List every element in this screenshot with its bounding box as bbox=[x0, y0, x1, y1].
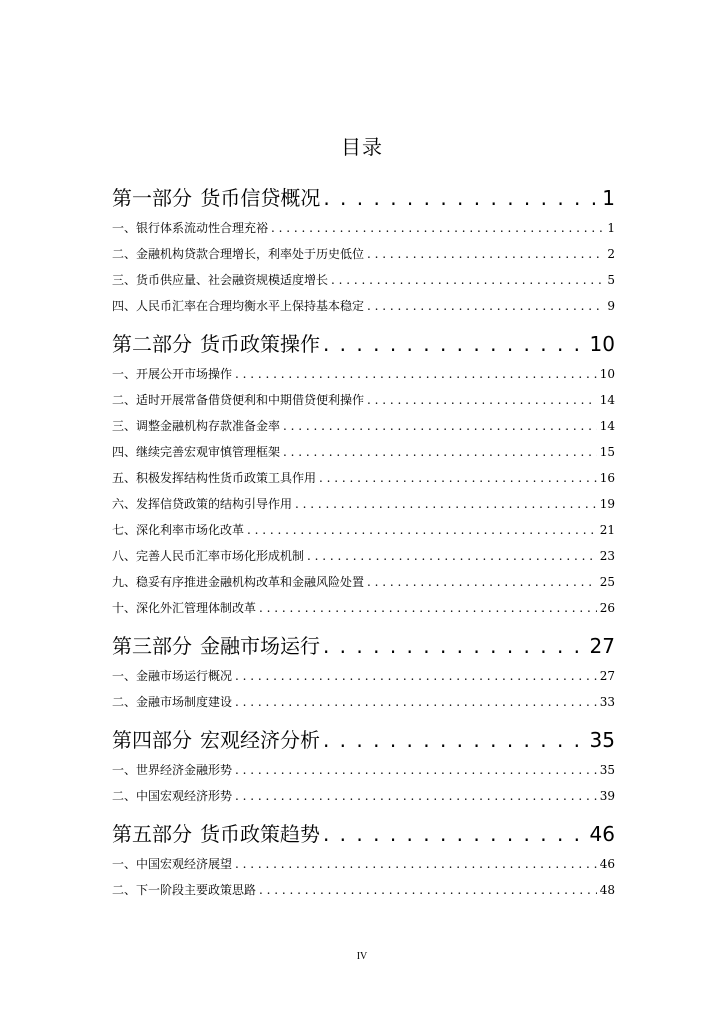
toc-leader-dots bbox=[235, 789, 597, 803]
toc-entry[interactable] bbox=[112, 761, 615, 778]
toc-part-heading[interactable] bbox=[112, 630, 615, 659]
toc-leader-dots bbox=[295, 497, 597, 511]
toc-leader-dots bbox=[235, 695, 597, 709]
toc-leader-dots bbox=[259, 883, 597, 897]
toc-part-label: 第一部分 bbox=[112, 186, 192, 210]
toc-page-number: 14 bbox=[599, 393, 615, 407]
toc-entry-label: 九、稳妥有序推进金融机构改革和金融风险处置 bbox=[112, 575, 365, 589]
toc-entry[interactable] bbox=[112, 365, 615, 382]
toc-page-number: 10 bbox=[599, 367, 615, 381]
toc-entry[interactable] bbox=[112, 787, 615, 804]
toc-leader-dots bbox=[323, 634, 587, 658]
toc-entry-label: 三、货币供应量、社会融资规模适度增长 bbox=[112, 273, 329, 287]
toc-entry[interactable] bbox=[112, 667, 615, 684]
toc-leader-dots bbox=[283, 419, 597, 433]
toc-entry[interactable] bbox=[112, 693, 615, 710]
toc-leader-dots bbox=[323, 332, 587, 356]
toc-entry-label: 八、完善人民币汇率市场化形成机制 bbox=[112, 549, 305, 563]
toc-entry-label: 七、深化利率市场化改革 bbox=[112, 523, 245, 537]
toc-page-number: 35 bbox=[599, 763, 615, 777]
toc-part-title: 货币政策趋势 bbox=[199, 822, 320, 846]
toc-entry-label: 四、人民币汇率在合理均衡水平上保持基本稳定 bbox=[112, 299, 365, 313]
toc-entry-label: 二、中国宏观经济形势 bbox=[112, 789, 233, 803]
toc-page-number: 21 bbox=[599, 523, 615, 537]
toc-entry[interactable] bbox=[112, 219, 615, 236]
toc-entry-label: 一、金融市场运行概况 bbox=[112, 669, 233, 683]
toc-page-number: 9 bbox=[607, 299, 615, 313]
toc-page-number: 10 bbox=[589, 332, 615, 356]
toc-page-number: 1 bbox=[602, 186, 615, 210]
toc-entry[interactable] bbox=[112, 547, 615, 564]
toc-leader-dots bbox=[259, 601, 597, 615]
toc-entry[interactable] bbox=[112, 495, 615, 512]
toc-page-number: 27 bbox=[589, 634, 615, 658]
toc-page-number: 26 bbox=[599, 601, 615, 615]
toc-part-title: 金融市场运行 bbox=[199, 634, 320, 658]
toc-leader-dots bbox=[367, 575, 597, 589]
toc-part-title: 宏观经济分析 bbox=[199, 728, 320, 752]
toc-entry-label: 一、开展公开市场操作 bbox=[112, 367, 233, 381]
toc-entry[interactable] bbox=[112, 881, 615, 898]
toc-leader-dots bbox=[367, 299, 604, 313]
toc-page-number: 27 bbox=[599, 669, 615, 683]
toc-leader-dots bbox=[323, 728, 587, 752]
toc-entry[interactable] bbox=[112, 443, 615, 460]
toc-page-number: 46 bbox=[599, 857, 615, 871]
toc-page-number: 16 bbox=[599, 471, 615, 485]
toc-part-heading[interactable] bbox=[112, 818, 615, 847]
toc-entry-label: 十、深化外汇管理体制改革 bbox=[112, 601, 257, 615]
toc-page-number: 25 bbox=[599, 575, 615, 589]
toc-page-number: 23 bbox=[599, 549, 615, 563]
toc-page-number: 19 bbox=[599, 497, 615, 511]
toc-leader-dots bbox=[247, 523, 597, 537]
toc-entry-label: 六、发挥信贷政策的结构引导作用 bbox=[112, 497, 293, 511]
toc-entry[interactable] bbox=[112, 417, 615, 434]
page-number: IV bbox=[356, 951, 368, 962]
toc-page-number: 46 bbox=[589, 822, 615, 846]
toc-entry-label: 二、下一阶段主要政策思路 bbox=[112, 883, 257, 897]
toc-entry-label: 二、金融市场制度建设 bbox=[112, 695, 233, 709]
toc-leader-dots bbox=[367, 393, 597, 407]
toc-entry-label: 三、调整金融机构存款准备金率 bbox=[112, 419, 281, 433]
toc-part-label: 第三部分 bbox=[112, 634, 192, 658]
toc-page-number: 2 bbox=[607, 247, 615, 261]
toc-leader-dots bbox=[367, 247, 604, 261]
toc-part-heading[interactable] bbox=[112, 724, 615, 753]
toc-entry-label: 二、适时开展常备借贷便利和中期借贷便利操作 bbox=[112, 393, 365, 407]
toc-part-label: 第四部分 bbox=[112, 728, 192, 752]
toc-page-number: 5 bbox=[607, 273, 615, 287]
toc-leader-dots bbox=[271, 221, 604, 235]
toc-leader-dots bbox=[319, 471, 597, 485]
toc-entry[interactable] bbox=[112, 521, 615, 538]
toc-title: 目录 bbox=[341, 135, 383, 159]
toc-leader-dots bbox=[331, 273, 604, 287]
toc-entry[interactable] bbox=[112, 573, 615, 590]
toc-page-number: 15 bbox=[599, 445, 615, 459]
toc-part-heading[interactable] bbox=[112, 182, 615, 211]
toc-entry-label: 四、继续完善宏观审慎管理框架 bbox=[112, 445, 281, 459]
toc-page-number: 39 bbox=[599, 789, 615, 803]
toc-leader-dots bbox=[323, 186, 599, 210]
toc-entry[interactable] bbox=[112, 855, 615, 872]
toc-page-number: 48 bbox=[599, 883, 615, 897]
toc-entry-label: 一、世界经济金融形势 bbox=[112, 763, 233, 777]
toc-entry-label: 二、金融机构贷款合理增长，利率处于历史低位 bbox=[112, 247, 365, 261]
toc-part-label: 第五部分 bbox=[112, 822, 192, 846]
toc-entry[interactable] bbox=[112, 391, 615, 408]
toc-entry-label: 一、银行体系流动性合理充裕 bbox=[112, 221, 269, 235]
toc-part-title: 货币政策操作 bbox=[199, 332, 320, 356]
toc-leader-dots bbox=[235, 367, 597, 381]
toc-leader-dots bbox=[283, 445, 597, 459]
toc-entry[interactable] bbox=[112, 297, 615, 314]
toc-entry[interactable] bbox=[112, 271, 615, 288]
toc-page-number: 1 bbox=[607, 221, 615, 235]
toc-part-title: 货币信贷概况 bbox=[200, 186, 321, 210]
toc-page-number: 35 bbox=[589, 728, 615, 752]
toc-entry[interactable] bbox=[112, 599, 615, 616]
toc-entry[interactable] bbox=[112, 469, 615, 486]
toc-leader-dots bbox=[235, 857, 597, 871]
toc-page-number: 33 bbox=[599, 695, 615, 709]
toc-leader-dots bbox=[235, 763, 597, 777]
toc-entry-label: 五、积极发挥结构性货币政策工具作用 bbox=[112, 471, 317, 485]
toc-entry[interactable] bbox=[112, 245, 615, 262]
toc-leader-dots bbox=[323, 822, 587, 846]
toc-part-label: 第二部分 bbox=[112, 332, 192, 356]
toc-leader-dots bbox=[235, 669, 597, 683]
toc-leader-dots bbox=[307, 549, 597, 563]
toc-page-number: 14 bbox=[599, 419, 615, 433]
toc-part-heading[interactable] bbox=[112, 328, 615, 357]
toc-entry-label: 一、中国宏观经济展望 bbox=[112, 857, 233, 871]
